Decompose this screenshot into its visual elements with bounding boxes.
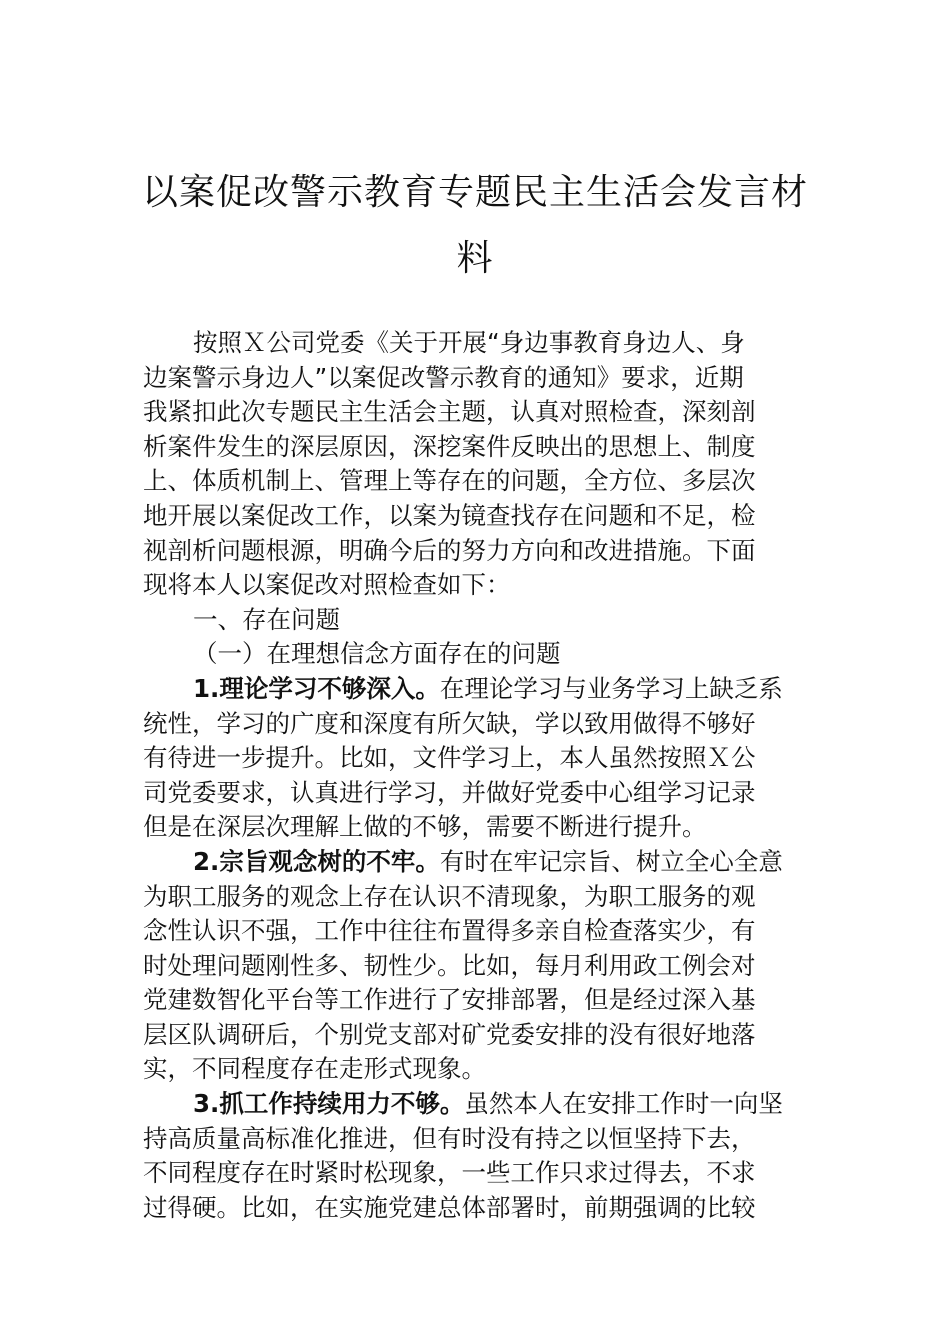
paragraph-line: 为职工服务的观念上存在认识不清现象，为职工服务的观 (143, 881, 756, 911)
paragraph-line: 但是在深层次理解上做的不够，需要不断进行提升。 (143, 812, 707, 842)
paragraph-line: 持高质量高标准化推进，但有时没有持之以恒坚持下去， (143, 1123, 756, 1153)
document-body (143, 326, 808, 1225)
item-2-text: 有时在牢记宗旨、树立全心全意 (439, 846, 783, 876)
paragraph-line: 不同程度存在时紧时松现象，一些工作只求过得去，不求 (143, 1158, 756, 1188)
document-title (140, 160, 810, 292)
item-3-heading: 3.抓工作持续用力不够。 (193, 1089, 465, 1119)
paragraph-line: 上、体质机制上、管理上等存在的问题，全方位、多层次 (143, 466, 756, 496)
paragraph-line: 党建数智化平台等工作进行了安排部署，但是经过深入基 (143, 985, 756, 1015)
paragraph-line (143, 1087, 808, 1122)
paragraph-line: 现将本人以案促改对照检查如下： (143, 570, 511, 600)
item-3-text: 虽然本人在安排工作时一向坚 (464, 1089, 783, 1119)
intro-paragraph (143, 326, 808, 603)
title-line-2: 料 (456, 238, 494, 279)
paragraph-line (143, 845, 808, 880)
section-heading: 一、存在问题 (193, 604, 340, 634)
paragraph-line: 念性认识不强，工作中往往布置得多亲自检查落实少，有 (143, 916, 756, 946)
item-1-text: 在理论学习与业务学习上缺乏系 (439, 673, 783, 703)
paragraph-line: 视剖析问题根源，明确今后的努力方向和改进措施。下面 (143, 535, 756, 565)
item-1-paragraph (143, 672, 808, 845)
paragraph-line: 有待进一步提升。比如，文件学习上，本人虽然按照Ｘ公 (143, 743, 756, 773)
paragraph-line: 时处理问题刚性多、韧性少。比如，每月利用政工例会对 (143, 950, 756, 980)
paragraph-line: 析案件发生的深层原因，深挖案件反映出的思想上、制度 (143, 431, 756, 461)
paragraph-line: 层区队调研后，个别党支部对矿党委安排的没有很好地落 (143, 1019, 756, 1049)
subsection-heading: （一）在理想信念方面存在的问题 (193, 639, 561, 669)
paragraph-line: 边案警示身边人”以案促改警示教育的通知》要求，近期 (143, 362, 744, 392)
paragraph-line: 地开展以案促改工作，以案为镜查找存在问题和不足，检 (143, 500, 756, 530)
paragraph-line: 统性，学习的广度和深度有所欠缺，学以致用做得不够好 (143, 708, 756, 738)
paragraph-line: 过得硬。比如，在实施党建总体部署时，前期强调的比较 (143, 1192, 756, 1222)
title-line-1: 以案促改警示教育专题民主生活会发言材 (141, 172, 808, 213)
paragraph-line (143, 672, 808, 707)
item-3-paragraph (143, 1087, 808, 1225)
paragraph-line: 按照Ｘ公司党委《关于开展“身边事教育身边人、身 (193, 328, 745, 357)
paragraph-line: 实，不同程度存在走形式现象。 (143, 1054, 486, 1084)
paragraph-line: 我紧扣此次专题民主生活会主题，认真对照检查，深刻剖 (143, 397, 756, 427)
item-2-paragraph (143, 845, 808, 1087)
item-2-heading: 2.宗旨观念树的不牢。 (193, 846, 440, 876)
item-1-heading: 1.理论学习不够深入。 (193, 673, 440, 703)
paragraph-line: 司党委要求，认真进行学习，并做好党委中心组学习记录 (143, 777, 756, 807)
